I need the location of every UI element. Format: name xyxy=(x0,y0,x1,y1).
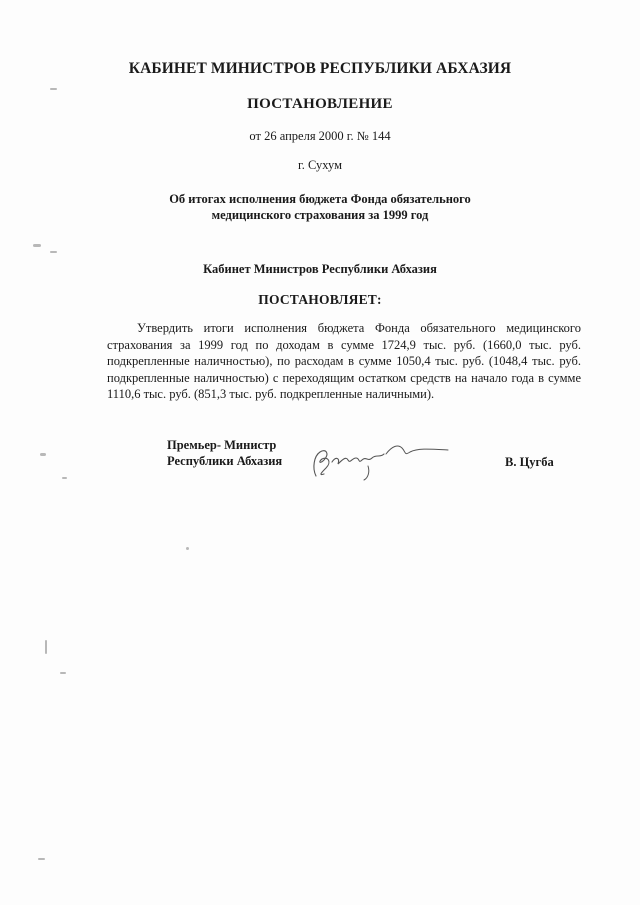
scan-mark xyxy=(60,672,66,674)
issuing-body: Кабинет Министров Республики Абхазия xyxy=(203,262,437,276)
scan-mark xyxy=(62,477,67,479)
signatory-title-line-1: Премьер- Министр xyxy=(167,438,277,452)
decree-subject xyxy=(0,191,640,223)
scan-mark xyxy=(50,88,57,90)
scan-mark xyxy=(38,858,45,860)
decree-city: г. Сухум xyxy=(297,158,342,172)
subject-line-2: медицинского страхования за 1999 год xyxy=(211,208,429,222)
document-heading: КАБИНЕТ МИНИСТРОВ РЕСПУБЛИКИ АБХАЗИЯ xyxy=(128,60,512,77)
signatory-title-line-2: Республики Абхазия xyxy=(167,454,283,468)
decree-title: ПОСТАНОВЛЕНИЕ xyxy=(247,96,393,112)
scan-mark xyxy=(186,547,189,550)
decree-date: от 26 апреля 2000 г. № 144 xyxy=(249,129,391,143)
signatory-name: В. Цугба xyxy=(505,455,554,469)
resolves-heading: ПОСТАНОВЛЯЕТ: xyxy=(258,292,382,307)
signatory-title xyxy=(167,437,282,469)
scan-mark xyxy=(40,453,46,456)
scan-mark xyxy=(50,251,57,253)
subject-line-1: Об итогах исполнения бюджета Фонда обязательного xyxy=(169,192,471,206)
scan-mark xyxy=(33,244,41,247)
decree-body: Утвердить итоги исполнения бюджета Фонда обязательного медицинского страхования за 1999 год по доходам в сумме 1724,9 тыс. руб. (1660,0 тыс. руб. подкрепленные наличностью), по расходам в сумме 1050,4 тыс. руб. (1048,4 тыс. руб. подкрепленные наличностью) с переходящим остатком средств на начало года в сумме 1110,6 тыс. руб. (851,3 тыс. руб. подкрепленные наличными). xyxy=(107,321,581,401)
scan-mark xyxy=(45,640,47,654)
handwritten-signature xyxy=(306,432,456,482)
